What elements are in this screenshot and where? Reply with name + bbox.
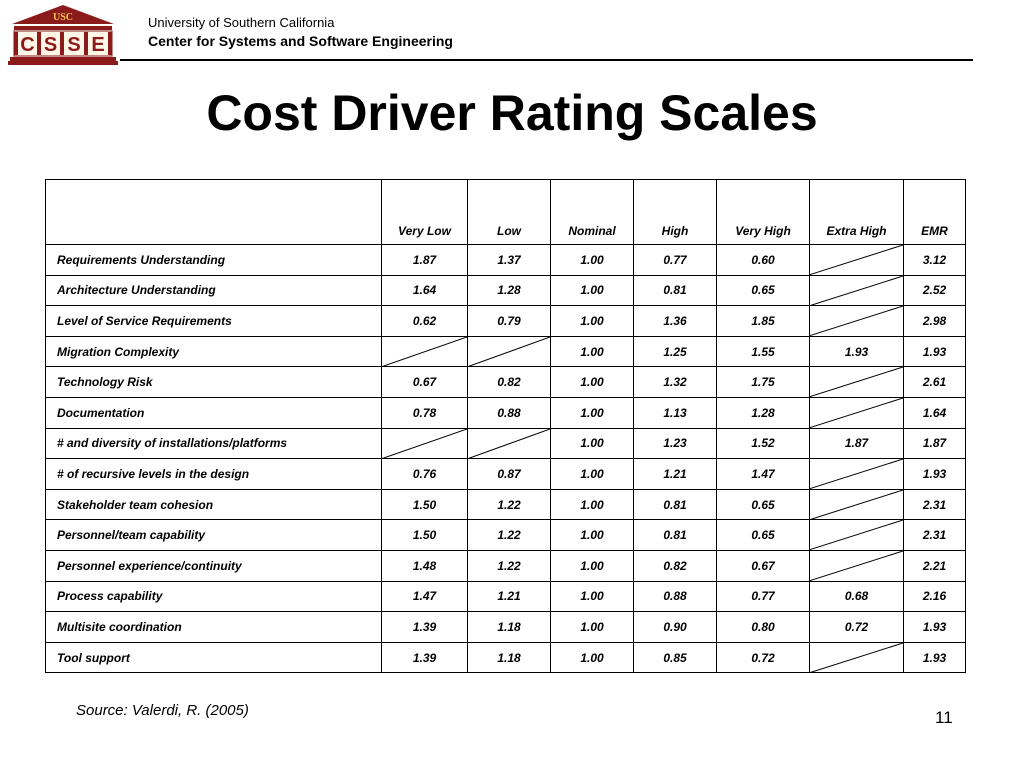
rating-value-cell: 1.87	[810, 428, 904, 459]
rating-value-cell: 0.82	[468, 367, 551, 398]
diagonal-slash-icon	[810, 490, 903, 520]
rating-value-cell: 1.36	[634, 306, 717, 337]
not-applicable-cell	[810, 397, 904, 428]
not-applicable-cell	[810, 459, 904, 490]
table-row	[46, 367, 966, 398]
header-text	[148, 15, 453, 51]
rating-value-cell: 1.50	[382, 520, 468, 551]
rating-value-cell: 0.81	[634, 520, 717, 551]
rating-value-cell: 0.72	[717, 642, 810, 673]
column-header: EMR	[904, 180, 966, 245]
rating-value-cell: 2.21	[904, 550, 966, 581]
driver-name-cell: Architecture Understanding	[46, 275, 382, 306]
table-row	[46, 245, 966, 276]
rating-value-cell: 1.18	[468, 612, 551, 643]
rating-value-cell: 1.22	[468, 520, 551, 551]
table-row	[46, 428, 966, 459]
logo-pillar	[84, 32, 88, 55]
driver-name-cell: Personnel experience/continuity	[46, 550, 382, 581]
rating-value-cell: 0.90	[634, 612, 717, 643]
diagonal-slash-icon	[810, 551, 903, 581]
column-header: Low	[468, 180, 551, 245]
table-row	[46, 336, 966, 367]
rating-value-cell: 0.81	[634, 489, 717, 520]
not-applicable-cell	[382, 428, 468, 459]
driver-name-cell: Process capability	[46, 581, 382, 612]
rating-value-cell: 0.81	[634, 275, 717, 306]
rating-value-cell: 2.16	[904, 581, 966, 612]
table-header-row	[46, 180, 966, 245]
logo-letter: S	[67, 34, 81, 56]
table-row	[46, 581, 966, 612]
rating-value-cell: 1.00	[551, 306, 634, 337]
column-header: Very Low	[382, 180, 468, 245]
driver-name-cell: Tool support	[46, 642, 382, 673]
column-header: Extra High	[810, 180, 904, 245]
rating-value-cell: 1.28	[468, 275, 551, 306]
table-row	[46, 275, 966, 306]
not-applicable-cell	[810, 367, 904, 398]
rating-value-cell: 1.93	[904, 642, 966, 673]
rating-value-cell: 1.22	[468, 489, 551, 520]
rating-value-cell: 0.77	[717, 581, 810, 612]
rating-value-cell: 1.21	[468, 581, 551, 612]
rating-value-cell: 0.88	[634, 581, 717, 612]
page-number: 11	[935, 708, 953, 727]
rating-value-cell: 1.64	[904, 397, 966, 428]
diagonal-slash-icon	[810, 643, 903, 673]
header-rule	[120, 59, 973, 61]
rating-value-cell: 1.00	[551, 520, 634, 551]
rating-value-cell: 1.75	[717, 367, 810, 398]
not-applicable-cell	[810, 550, 904, 581]
rating-value-cell: 2.31	[904, 489, 966, 520]
diagonal-slash-icon	[810, 520, 903, 550]
rating-value-cell: 0.88	[468, 397, 551, 428]
rating-value-cell: 1.00	[551, 489, 634, 520]
column-header: Very High	[717, 180, 810, 245]
rating-value-cell: 1.00	[551, 367, 634, 398]
rating-value-cell: 1.32	[634, 367, 717, 398]
rating-value-cell: 1.00	[551, 245, 634, 276]
rating-value-cell: 1.52	[717, 428, 810, 459]
table-row	[46, 642, 966, 673]
diagonal-slash-icon	[810, 367, 903, 397]
rating-value-cell: 0.87	[468, 459, 551, 490]
not-applicable-cell	[810, 306, 904, 337]
diagonal-slash-icon	[382, 429, 467, 459]
rating-value-cell: 0.62	[382, 306, 468, 337]
rating-value-cell: 1.85	[717, 306, 810, 337]
rating-value-cell: 1.93	[904, 612, 966, 643]
rating-value-cell: 1.00	[551, 642, 634, 673]
logo-base	[8, 61, 118, 65]
logo-base	[10, 57, 116, 61]
rating-value-cell: 1.37	[468, 245, 551, 276]
not-applicable-cell	[810, 275, 904, 306]
rating-value-cell: 0.82	[634, 550, 717, 581]
rating-value-cell: 0.85	[634, 642, 717, 673]
diagonal-slash-icon	[810, 245, 903, 275]
rating-value-cell: 1.00	[551, 550, 634, 581]
rating-value-cell: 0.67	[382, 367, 468, 398]
driver-name-cell: Stakeholder team cohesion	[46, 489, 382, 520]
diagonal-slash-icon	[468, 429, 550, 459]
table-body	[46, 245, 966, 673]
rating-value-cell: 0.78	[382, 397, 468, 428]
rating-value-cell: 1.39	[382, 642, 468, 673]
rating-value-cell: 0.67	[717, 550, 810, 581]
not-applicable-cell	[468, 336, 551, 367]
rating-value-cell: 0.77	[634, 245, 717, 276]
rating-value-cell: 0.65	[717, 489, 810, 520]
rating-value-cell: 1.87	[382, 245, 468, 276]
center-name: Center for Systems and Software Engineering	[148, 33, 453, 49]
driver-name-cell: Multisite coordination	[46, 612, 382, 643]
rating-value-cell: 2.31	[904, 520, 966, 551]
table-row	[46, 397, 966, 428]
table-row	[46, 489, 966, 520]
table-row	[46, 550, 966, 581]
driver-name-cell: Level of Service Requirements	[46, 306, 382, 337]
logo-pillar	[14, 32, 18, 55]
rating-value-cell: 1.48	[382, 550, 468, 581]
rating-value-cell: 1.00	[551, 581, 634, 612]
column-header: Nominal	[551, 180, 634, 245]
diagonal-slash-icon	[810, 459, 903, 489]
rating-value-cell: 0.80	[717, 612, 810, 643]
logo-pillar	[37, 32, 41, 55]
logo-letter: E	[91, 34, 105, 56]
rating-value-cell: 1.22	[468, 550, 551, 581]
rating-value-cell: 2.61	[904, 367, 966, 398]
source-citation: Source: Valerdi, R. (2005)	[76, 702, 249, 719]
not-applicable-cell	[810, 245, 904, 276]
diagonal-slash-icon	[382, 337, 467, 367]
rating-value-cell: 0.60	[717, 245, 810, 276]
rating-value-cell: 2.52	[904, 275, 966, 306]
driver-name-cell: Requirements Understanding	[46, 245, 382, 276]
rating-value-cell: 2.98	[904, 306, 966, 337]
rating-value-cell: 1.47	[382, 581, 468, 612]
table-row	[46, 459, 966, 490]
table-row	[46, 306, 966, 337]
rating-value-cell: 1.55	[717, 336, 810, 367]
not-applicable-cell	[810, 520, 904, 551]
rating-value-cell: 1.25	[634, 336, 717, 367]
university-name: University of Southern California	[148, 15, 335, 30]
diagonal-slash-icon	[810, 398, 903, 428]
rating-value-cell: 0.72	[810, 612, 904, 643]
logo-letter: C	[20, 34, 35, 56]
rating-value-cell: 1.00	[551, 275, 634, 306]
rating-value-cell: 0.68	[810, 581, 904, 612]
csse-logo	[8, 4, 118, 66]
rating-value-cell: 1.00	[551, 612, 634, 643]
rating-value-cell: 1.87	[904, 428, 966, 459]
logo-beam	[14, 26, 112, 30]
driver-name-cell: Technology Risk	[46, 367, 382, 398]
not-applicable-cell	[468, 428, 551, 459]
logo-pillar	[60, 32, 64, 55]
not-applicable-cell	[382, 336, 468, 367]
column-header-driver	[46, 180, 382, 245]
driver-name-cell: # and diversity of installations/platforms	[46, 428, 382, 459]
table-row	[46, 520, 966, 551]
rating-value-cell: 0.76	[382, 459, 468, 490]
rating-value-cell: 1.18	[468, 642, 551, 673]
not-applicable-cell	[810, 642, 904, 673]
column-header: High	[634, 180, 717, 245]
rating-value-cell: 1.93	[810, 336, 904, 367]
slide-title: Cost Driver Rating Scales	[206, 85, 818, 141]
rating-value-cell: 0.65	[717, 275, 810, 306]
rating-value-cell: 1.28	[717, 397, 810, 428]
diagonal-slash-icon	[468, 337, 550, 367]
driver-name-cell: Migration Complexity	[46, 336, 382, 367]
rating-value-cell: 3.12	[904, 245, 966, 276]
logo-pillar	[108, 32, 112, 55]
logo-letter: S	[43, 34, 58, 56]
rating-value-cell: 1.00	[551, 397, 634, 428]
rating-value-cell: 0.79	[468, 306, 551, 337]
logo-usc-text: USC	[52, 12, 74, 23]
rating-value-cell: 1.00	[551, 459, 634, 490]
driver-name-cell: Documentation	[46, 397, 382, 428]
rating-value-cell: 1.39	[382, 612, 468, 643]
rating-value-cell: 1.23	[634, 428, 717, 459]
rating-value-cell: 1.47	[717, 459, 810, 490]
diagonal-slash-icon	[810, 306, 903, 336]
rating-value-cell: 1.50	[382, 489, 468, 520]
table-row	[46, 612, 966, 643]
rating-scales-table	[45, 179, 966, 673]
not-applicable-cell	[810, 489, 904, 520]
rating-value-cell: 1.93	[904, 336, 966, 367]
rating-value-cell: 1.00	[551, 428, 634, 459]
driver-name-cell: Personnel/team capability	[46, 520, 382, 551]
rating-value-cell: 1.21	[634, 459, 717, 490]
rating-value-cell: 1.64	[382, 275, 468, 306]
rating-value-cell: 0.65	[717, 520, 810, 551]
rating-value-cell: 1.00	[551, 336, 634, 367]
rating-value-cell: 1.93	[904, 459, 966, 490]
diagonal-slash-icon	[810, 276, 903, 306]
driver-name-cell: # of recursive levels in the design	[46, 459, 382, 490]
rating-value-cell: 1.13	[634, 397, 717, 428]
